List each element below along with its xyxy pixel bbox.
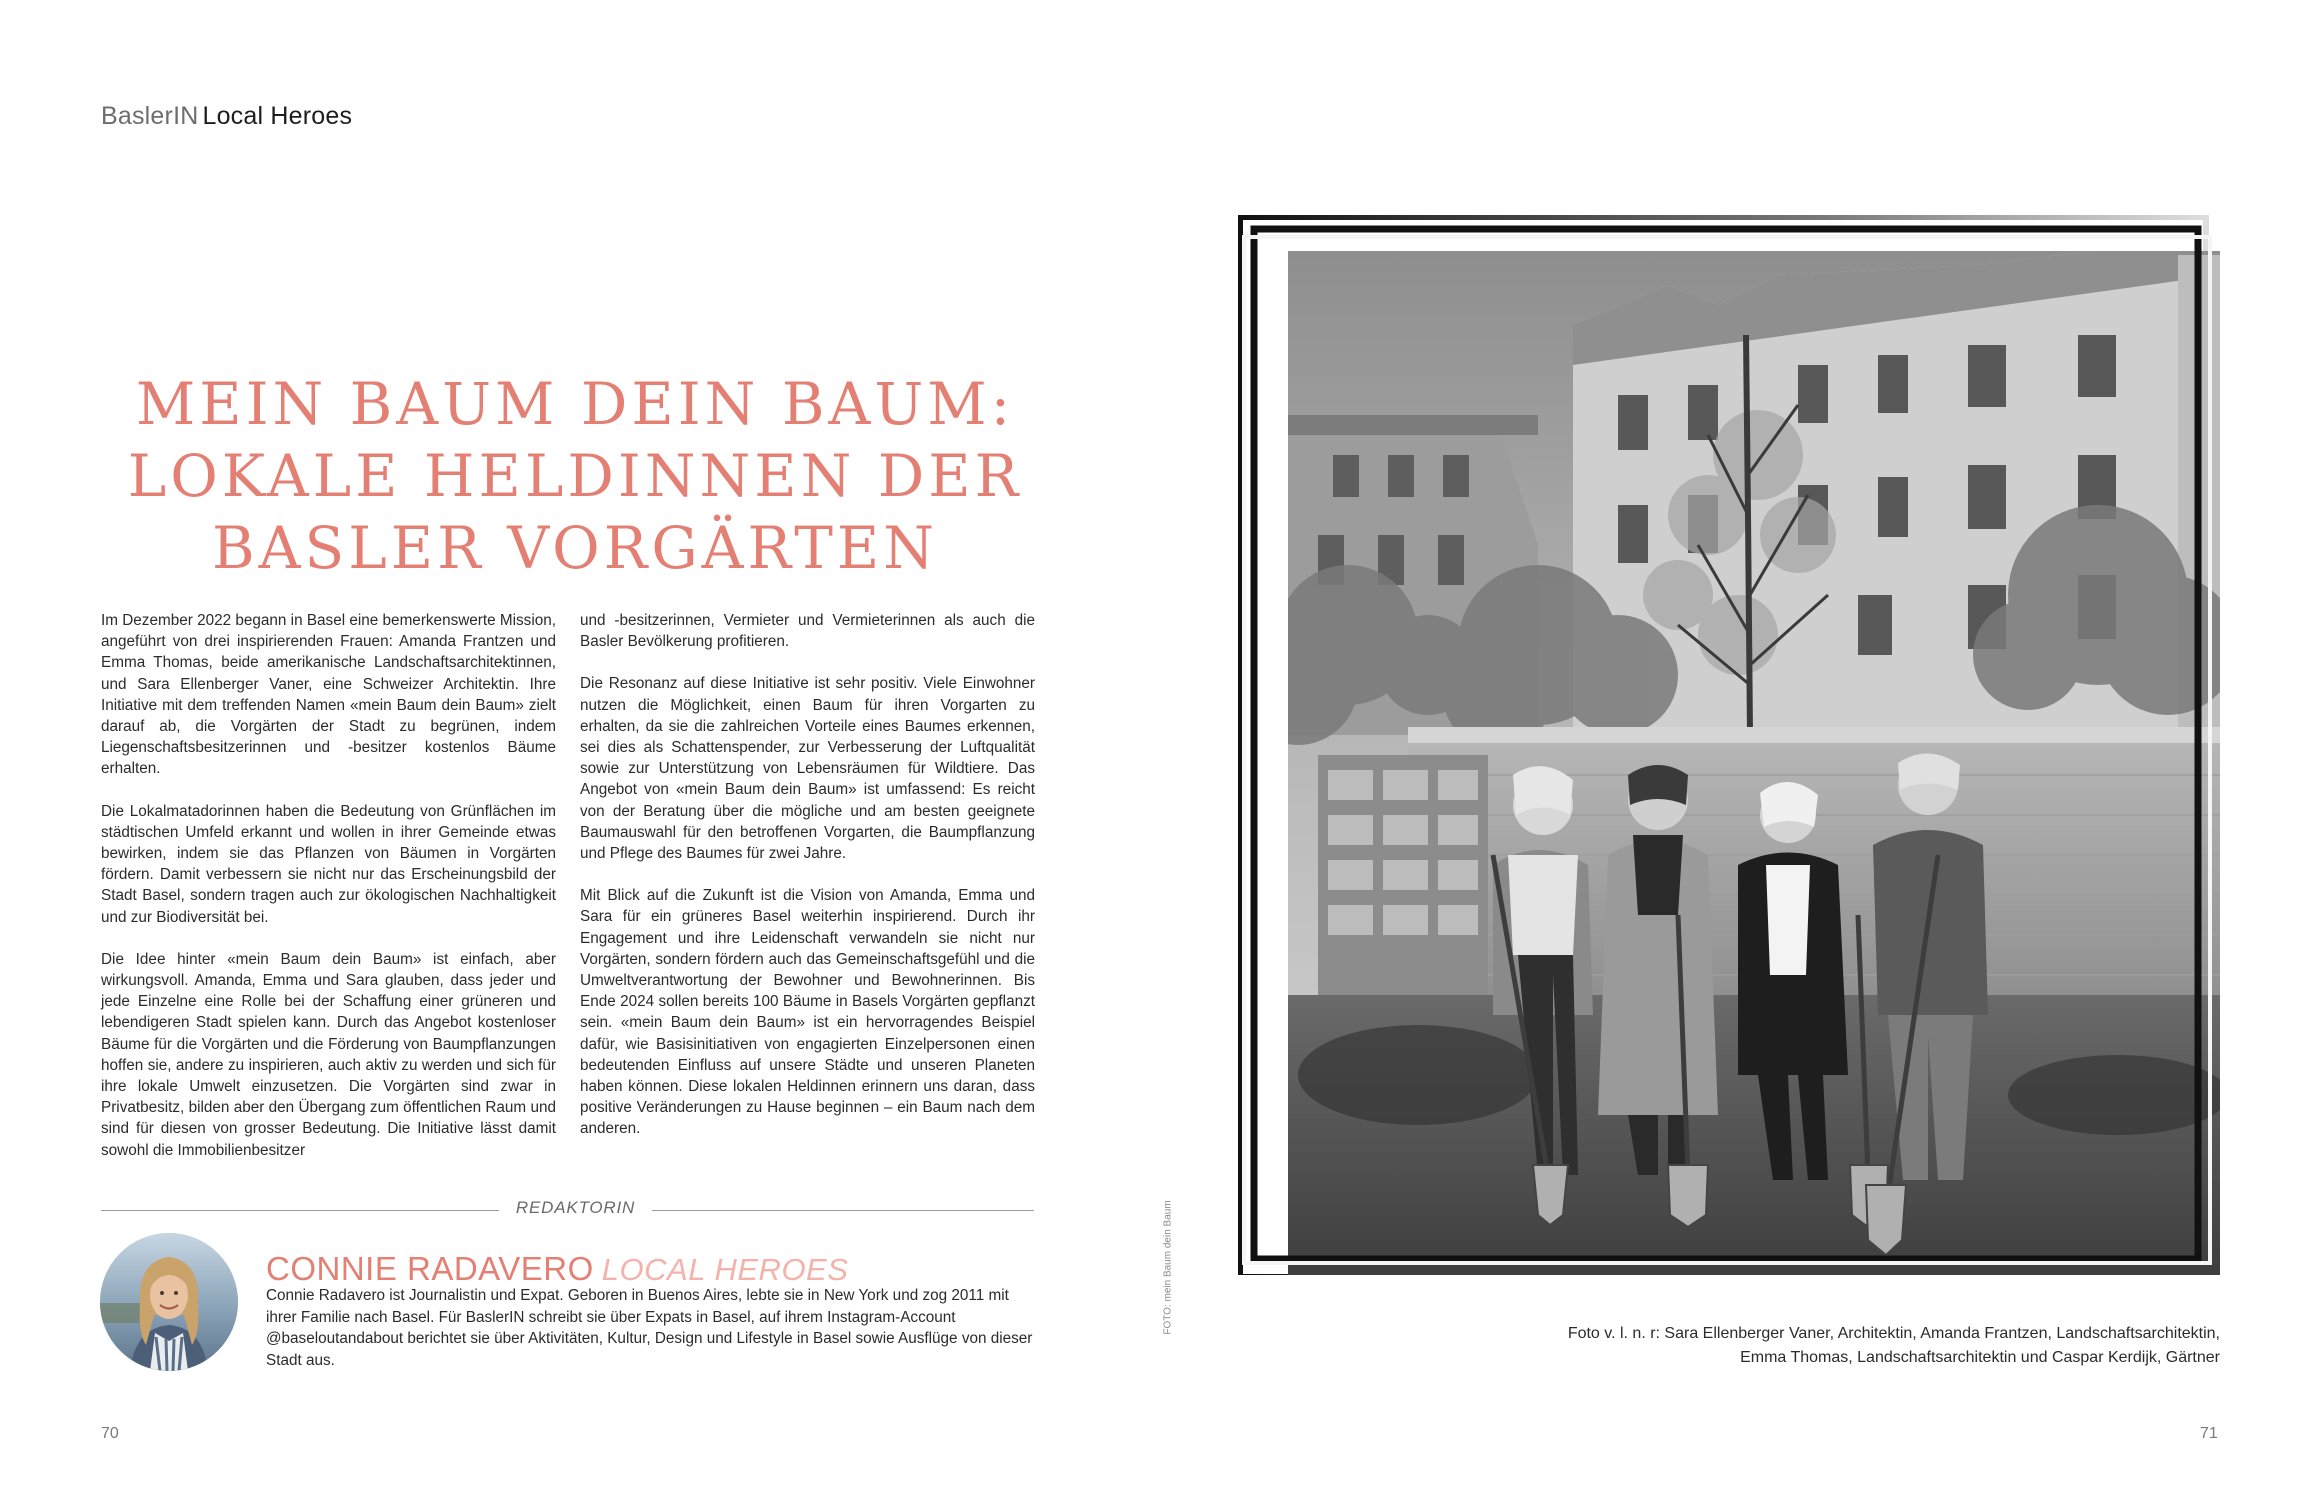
page-number-right: 71 [2200,1425,2218,1442]
author-avatar [100,1233,238,1371]
paragraph: Die Lokalmatadorinnen haben die Bedeutung von Grünflächen im städtischen Umfeld erkannt und wollen in ihrer Gemeinde etwas bewirken, indem sie das Pflanzen von Bäumen in Vorgärten fördern. Damit verbessern sie nicht nur das Erscheinungsbild der Stadt Basel, sondern tragen auch zur ökologischen Nachhaltigkeit und zur Biodiversität bei. [101,802,556,926]
photo-credit: FOTO: mein Baum dein Baum [1162,1200,1174,1335]
divider-left [101,1210,499,1211]
feature-photo [1238,215,2220,1275]
feature-photo-image [1238,215,2220,1275]
brand-name: Basler [101,102,174,130]
paragraph: Im Dezember 2022 begann in Basel eine bemerkenswerte Mission, angeführt von drei inspirierenden Frauen: Amanda Frantzen und Emma Thomas, beide amerikanische Landschaftsarchitektinnen, und Sara Ellenberger Vaner, eine Schweizer Architektin. Ihre Initiative mit dem treffenden Namen «mein Baum dein Baum» zielt darauf ab, die Vorgärten der Stadt zu begrünen, indem Liegenschaftsbesitzerinnen und -besitzer kostenlos Bäume erhalten. [101,612,556,778]
paragraph: Mit Blick auf die Zukunft ist die Vision von Amanda, Emma und Sara für ein grüneres Basel weiterhin inspirierend. Durch ihr Engagement und ihre Leidenschaft verwandeln sie nicht nur Vorgärten, sondern fördern auch das Gemeinschaftsgefühl und die Umweltverantwortung der Bewohner und Bewohnerinnen. Bis Ende 2024 sollen bereits 100 Bäume in Basels Vorgärten gepflanzt sein. «mein Baum dein Baum» ist ein hervorragendes Beispiel dafür, wie Basisinitiativen von engagierten Einzelpersonen einen bedeutenden Einfluss auf unsere Städte und unseren Planeten haben können. Diese lokalen Heldinnen erinnern uns daran, dass positive Veränderungen zu Hause beginnen – ein Baum nach dem anderen. [580,887,1035,1138]
caption-line-2: Emma Thomas, Landschaftsarchitektin und Caspar Kerdijk, Gärtner [1740,1349,2220,1366]
page-number-left: 70 [101,1425,119,1442]
author-role: LOCAL HEROES [601,1252,849,1287]
divider-right [652,1210,1034,1211]
article-title [90,368,1060,584]
author-bio: Connie Radavero ist Journalistin und Expat. Geboren in Buenos Aires, lebte sie in New York und zog 2011 mit ihrer Familie nach Basel. Für BaslerIN schreibt sie über Expats in Basel, auf ihrem Instagram-Account @baseloutandabout berichtet sie über Aktivitäten, Kultur, Design und Lifestyle in Basel sowie Ausflüge von dieser Stadt aus. [266,1287,1033,1369]
title-line-3: BASLER VORGÄRTEN [212,514,938,582]
title-line-2: LOKALE HELDINNEN DER [127,442,1023,510]
section-name: Local Heroes [202,102,353,130]
author-label: REDAKTORIN [515,1198,636,1217]
author-name: CONNIE RADAVERO [266,1250,594,1287]
brand-suffix: IN [173,102,199,130]
photo-caption [1320,1322,2220,1370]
author-portrait-image [100,1233,238,1371]
paragraph: Die Idee hinter «mein Baum dein Baum» ist einfach, aber wirkungsvoll. Amanda, Emma und Sara glauben, dass jeder und jede Einzelne eine Rolle bei der Schaffung einer grüneren und lebendigeren Stadt spielen kann. Durch das Angebot kostenloser Bäume für die Vorgärten und die Förderung von Baumpflanzungen hoffen sie, andere zu inspirieren, auch aktiv zu werden und sich für ihre lokale Umwelt einzusetzen. Die Vorgärten sind zwar in Privatbesitz, bilden aber den Übergang zum öffentlichen Raum und sind für diesen von grosser Bedeutung. Die Initiative lässt damit sowohl die Immobilienbesitzer [101,950,556,1159]
author-heading [266,1250,848,1288]
caption-line-1: Foto v. l. n. r: Sara Ellenberger Vaner, Architektin, Amanda Frantzen, Landschaftsarchitektin, [1567,1325,2220,1342]
article-column-1 [101,610,556,1182]
paragraph: und -besitzerinnen, Vermieter und Vermieterinnen als auch die Basler Bevölkerung profitieren. [580,612,1035,651]
running-header [101,102,352,131]
title-line-1: MEIN BAUM DEIN BAUM: [135,370,1015,438]
paragraph: Die Resonanz auf diese Initiative ist sehr positiv. Viele Einwohner nutzen die Möglichkeit, einen Baum für ihren Vorgarten zu erhalten, da sie die zahlreichen Vorteile eines Baumes erkennen, sei dies als Schattenspender, zur Verbesserung der Luftqualität sowie zur Unterstützung von Lebensräumen für Wildtiere. Das Angebot von «mein Baum dein Baum» ist umfassend: Es reicht von der Beratung über die mögliche und am besten geeignete Baumauswahl für den betroffenen Vorgarten, die Baumpflanzung und Pflege des Baumes für zwei Jahre. [580,675,1035,863]
article-column-2 [580,610,1035,1161]
